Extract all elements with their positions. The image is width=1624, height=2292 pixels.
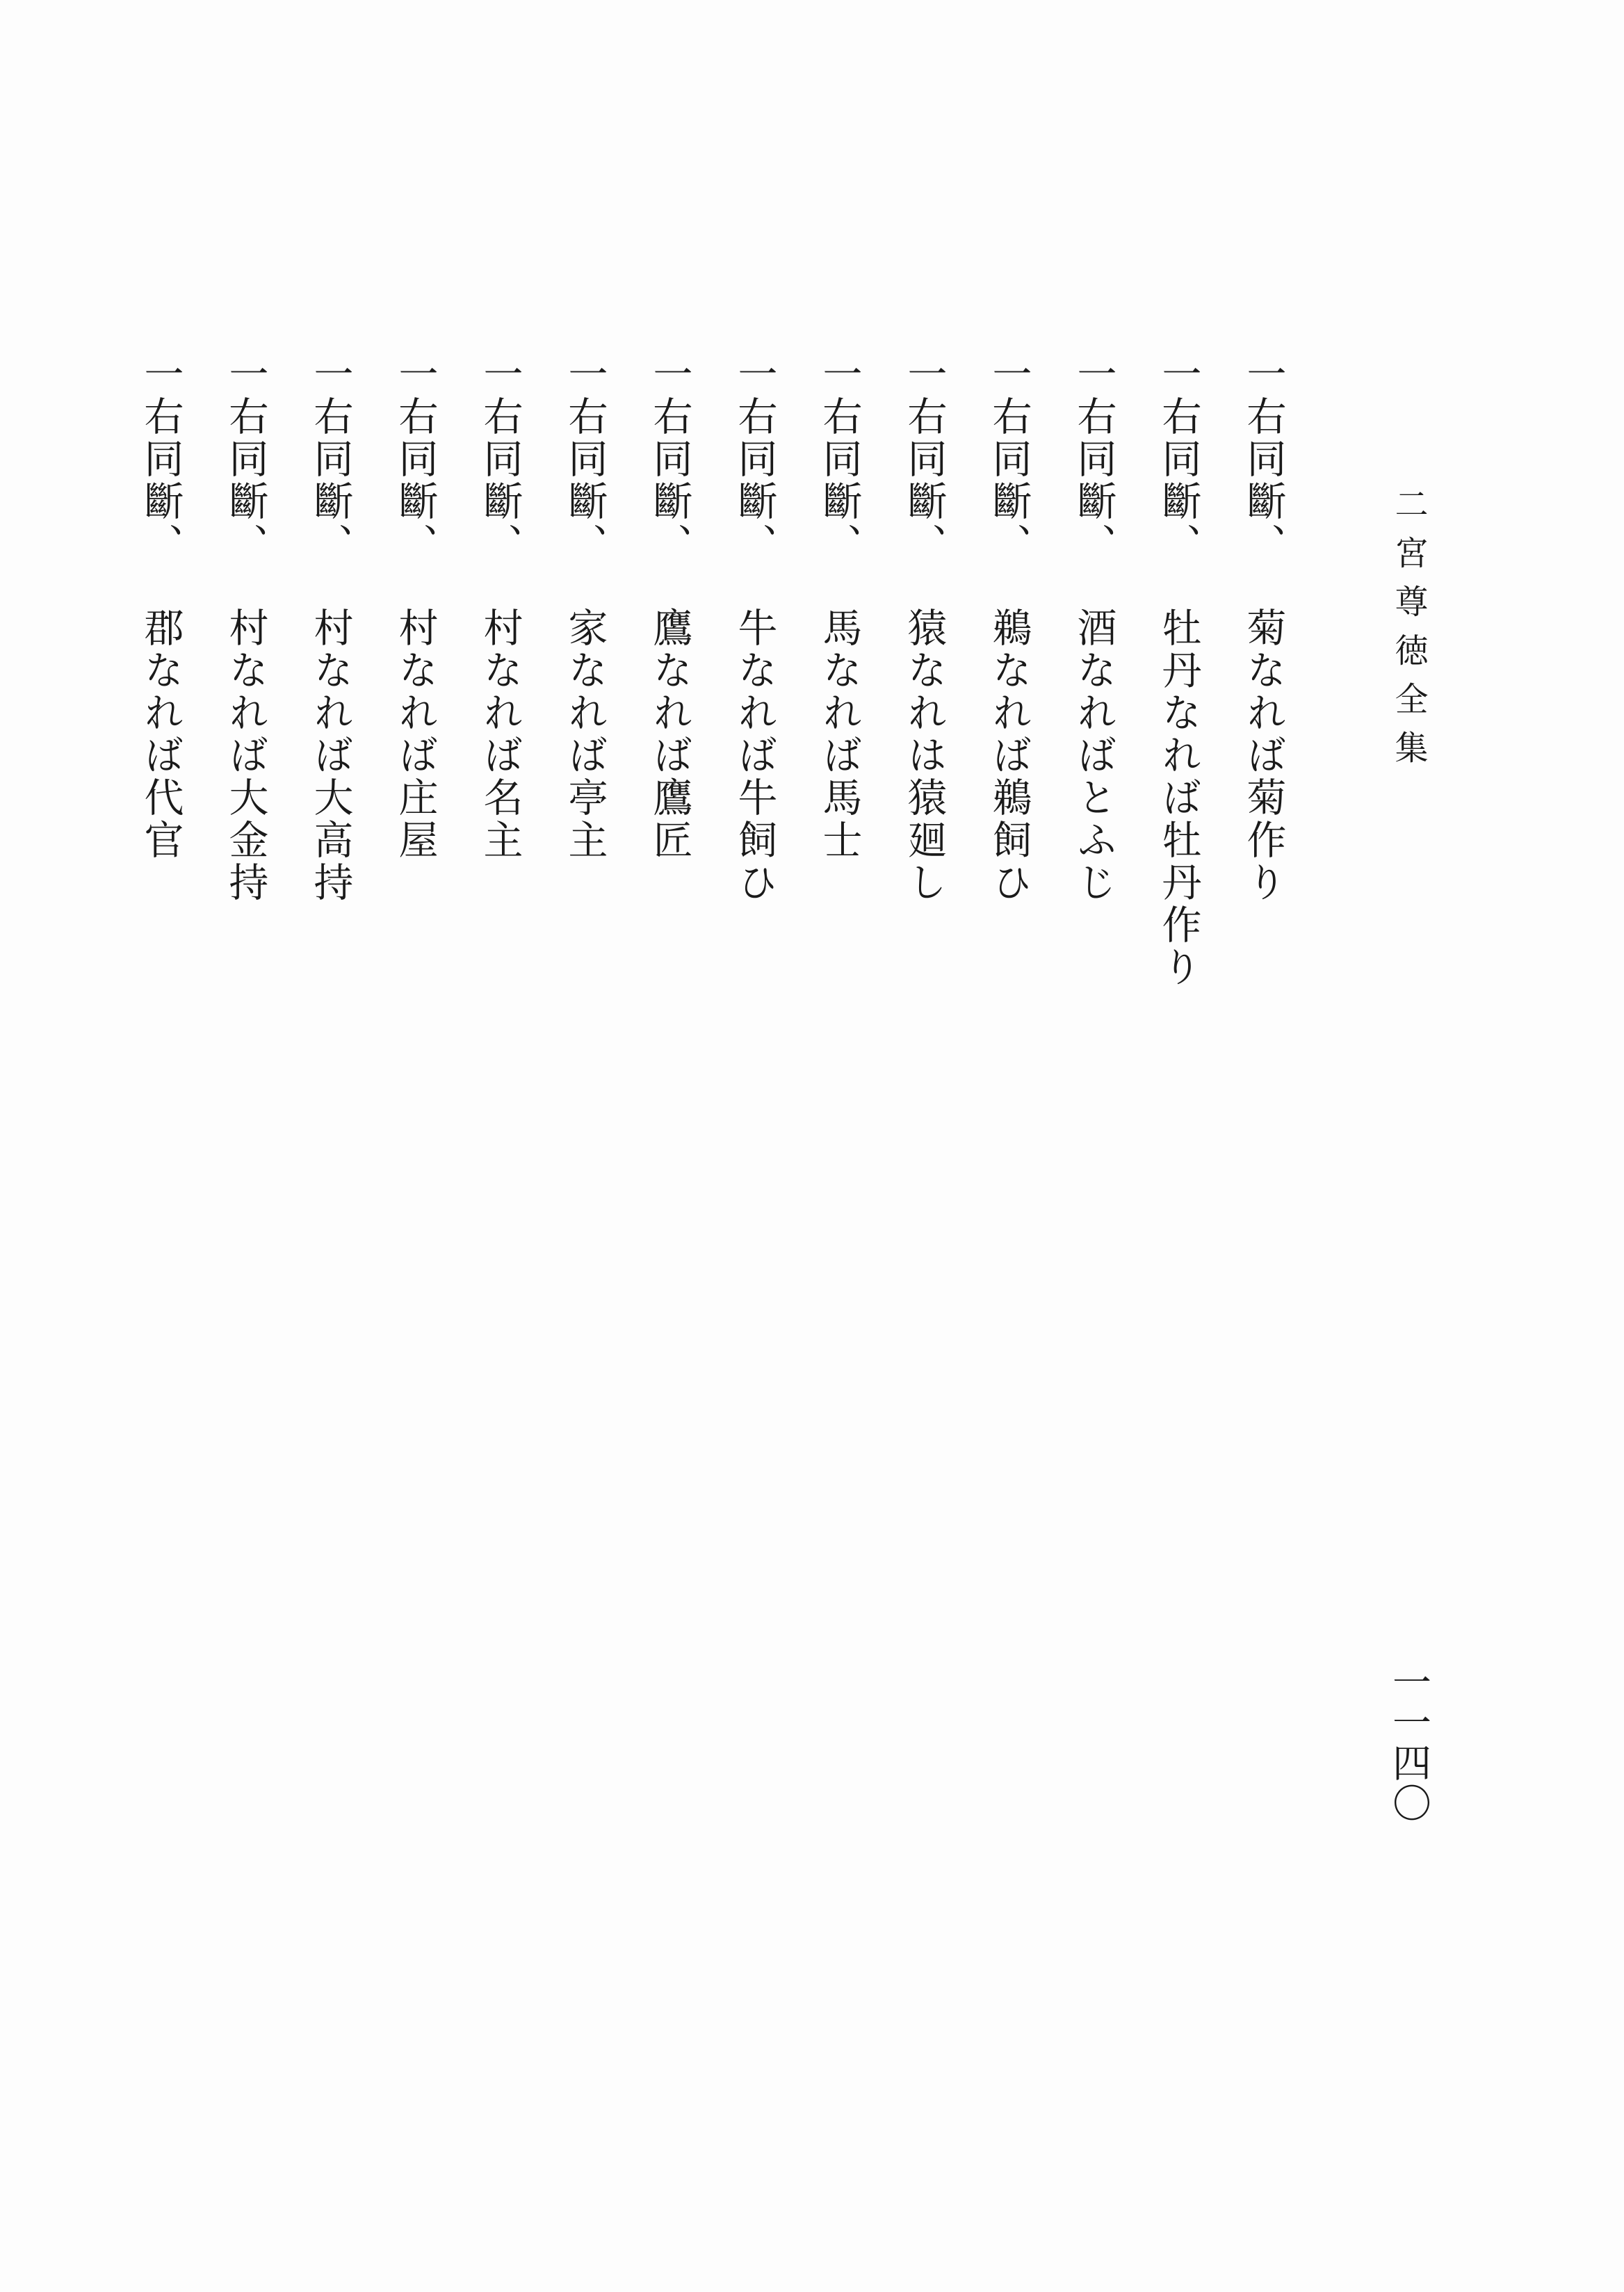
entry-prefix: 一右同斷、 bbox=[1240, 353, 1286, 565]
entry-list bbox=[118, 353, 1306, 989]
entry-prefix: 一右同斷、 bbox=[901, 353, 947, 565]
list-item bbox=[882, 353, 966, 989]
entry-text: 郡なれば代官 bbox=[138, 607, 184, 862]
entry-text: 牛なれば牛飼ひ bbox=[731, 607, 777, 904]
entry-prefix: 一右同斷、 bbox=[138, 353, 184, 565]
page-number: 一一四〇 bbox=[1386, 1662, 1431, 1823]
entry-prefix: 一右同斷、 bbox=[477, 353, 523, 565]
list-item bbox=[203, 353, 288, 989]
list-item bbox=[373, 353, 457, 989]
running-header: 二宮尊徳全集 bbox=[1389, 487, 1428, 779]
entry-text: 鵜なれば鵜飼ひ bbox=[986, 607, 1032, 904]
entry-prefix: 一右同斷、 bbox=[1155, 353, 1201, 565]
entry-prefix: 一右同斷、 bbox=[392, 353, 438, 565]
entry-prefix: 一右同斷、 bbox=[1071, 353, 1116, 565]
entry-prefix: 一右同斷、 bbox=[562, 353, 608, 565]
entry-prefix: 一右同斷、 bbox=[647, 353, 692, 565]
entry-prefix: 一右同斷、 bbox=[222, 353, 268, 565]
list-item bbox=[542, 353, 627, 989]
list-item bbox=[627, 353, 712, 989]
entry-text: 村なれば庄屋 bbox=[392, 607, 438, 862]
entry-text: 村なれば大高持 bbox=[307, 607, 353, 904]
entry-text: 牡丹なれば牡丹作り bbox=[1155, 607, 1201, 989]
entry-text: 鷹なれば鷹匠 bbox=[647, 607, 692, 862]
list-item bbox=[1136, 353, 1221, 989]
list-item bbox=[118, 353, 203, 989]
entry-text: 村なれば名主 bbox=[477, 607, 523, 862]
list-item bbox=[1221, 353, 1306, 989]
list-item bbox=[288, 353, 373, 989]
list-item bbox=[797, 353, 882, 989]
entry-text: 村なれば大金持 bbox=[222, 607, 268, 904]
entry-prefix: 一右同斷、 bbox=[307, 353, 353, 565]
entry-text: 猿なれは猿廻し bbox=[901, 607, 947, 904]
list-item bbox=[966, 353, 1051, 989]
entry-prefix: 一右同斷、 bbox=[986, 353, 1032, 565]
entry-text: 酒なればとふじ bbox=[1071, 607, 1116, 904]
entry-prefix: 一右同斷、 bbox=[731, 353, 777, 565]
list-item bbox=[712, 353, 797, 989]
entry-text: 馬なれば馬士 bbox=[816, 607, 862, 862]
entry-prefix: 一右同斷、 bbox=[816, 353, 862, 565]
list-item bbox=[457, 353, 542, 989]
entry-text: 家なれば亭主 bbox=[562, 607, 608, 862]
entry-text: 菊なれば菊作り bbox=[1240, 607, 1286, 904]
list-item bbox=[1051, 353, 1136, 989]
